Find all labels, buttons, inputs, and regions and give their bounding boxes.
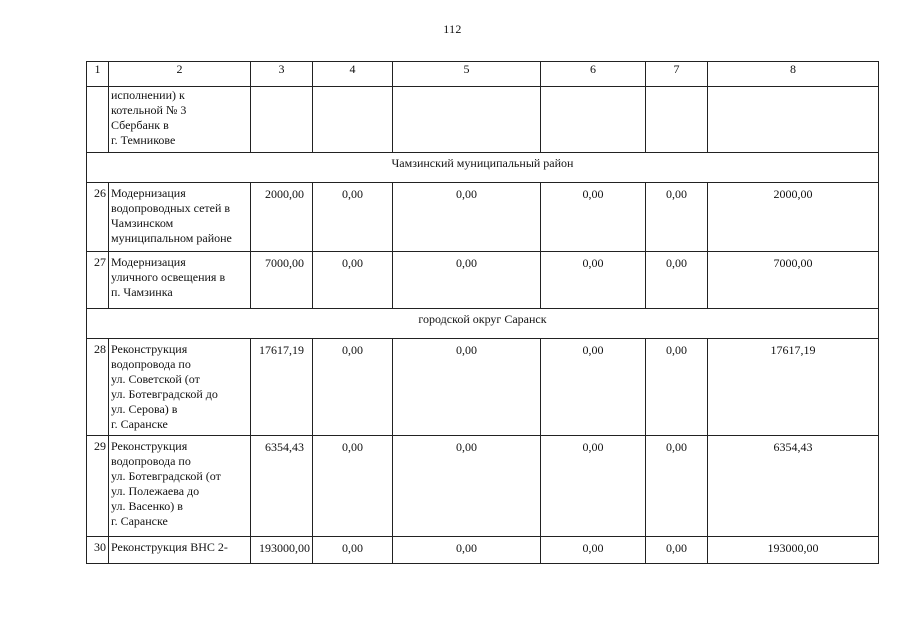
row-name: Реконструкция ВНС 2- [109, 537, 251, 564]
column-header: 1 [87, 62, 109, 87]
value-cell [708, 87, 879, 153]
column-header: 3 [251, 62, 313, 87]
value-cell [541, 87, 646, 153]
value-cell [251, 87, 313, 153]
value-col8: 2000,00 [708, 183, 879, 252]
row-name-cell: исполнении) к котельной № 3 Сбербанк в г. Темникове [109, 87, 251, 153]
value-col4: 0,00 [313, 183, 393, 252]
column-header: 7 [646, 62, 708, 87]
value-col5: 0,00 [393, 183, 541, 252]
value-col5: 0,00 [393, 339, 541, 436]
value-cell [393, 87, 541, 153]
table-row [87, 252, 879, 309]
budget-table [86, 61, 879, 564]
row-name: Модернизация уличного освещения в п. Чамзинка [109, 252, 251, 309]
value-col3: 6354,43 [251, 436, 313, 537]
value-col4: 0,00 [313, 436, 393, 537]
row-number: 29 [87, 436, 109, 537]
column-header: 8 [708, 62, 879, 87]
column-header: 2 [109, 62, 251, 87]
value-col7: 0,00 [646, 183, 708, 252]
value-col8: 6354,43 [708, 436, 879, 537]
table-row [87, 436, 879, 537]
value-col3: 193000,00 [251, 537, 313, 564]
row-number: 28 [87, 339, 109, 436]
table-row [87, 339, 879, 436]
value-col6: 0,00 [541, 339, 646, 436]
value-col7: 0,00 [646, 252, 708, 309]
row-name: Модернизация водопроводных сетей в Чамзинском муниципальном районе [109, 183, 251, 252]
value-col7: 0,00 [646, 537, 708, 564]
header-row [87, 62, 879, 87]
section-row [87, 309, 879, 339]
row-number: 26 [87, 183, 109, 252]
row-name: Реконструкция водопровода по ул. Советской (от ул. Ботевградской до ул. Серова) в г. Саранске [109, 339, 251, 436]
table-row [87, 537, 879, 564]
value-col6: 0,00 [541, 183, 646, 252]
value-col4: 0,00 [313, 339, 393, 436]
row-number-cell [87, 87, 109, 153]
column-header: 4 [313, 62, 393, 87]
value-col8: 193000,00 [708, 537, 879, 564]
value-col3: 17617,19 [251, 339, 313, 436]
column-header: 5 [393, 62, 541, 87]
page-number: 112 [443, 22, 462, 36]
column-header: 6 [541, 62, 646, 87]
table-row-continuation [87, 87, 879, 153]
row-number: 30 [87, 537, 109, 564]
value-cell [313, 87, 393, 153]
row-name: Реконструкция водопровода по ул. Ботевградской (от ул. Полежаева до ул. Васенко) в г. Саранске [109, 436, 251, 537]
value-col3: 2000,00 [251, 183, 313, 252]
value-col4: 0,00 [313, 252, 393, 309]
section-title: Чамзинский муниципальный район [87, 153, 879, 183]
table-row [87, 183, 879, 252]
value-col6: 0,00 [541, 436, 646, 537]
value-col4: 0,00 [313, 537, 393, 564]
value-col5: 0,00 [393, 436, 541, 537]
value-col3: 7000,00 [251, 252, 313, 309]
value-col8: 17617,19 [708, 339, 879, 436]
value-col6: 0,00 [541, 537, 646, 564]
section-row [87, 153, 879, 183]
value-col5: 0,00 [393, 252, 541, 309]
value-col7: 0,00 [646, 436, 708, 537]
section-title: городской округ Саранск [87, 309, 879, 339]
value-col8: 7000,00 [708, 252, 879, 309]
value-col7: 0,00 [646, 339, 708, 436]
row-number: 27 [87, 252, 109, 309]
value-col5: 0,00 [393, 537, 541, 564]
value-cell [646, 87, 708, 153]
value-col6: 0,00 [541, 252, 646, 309]
